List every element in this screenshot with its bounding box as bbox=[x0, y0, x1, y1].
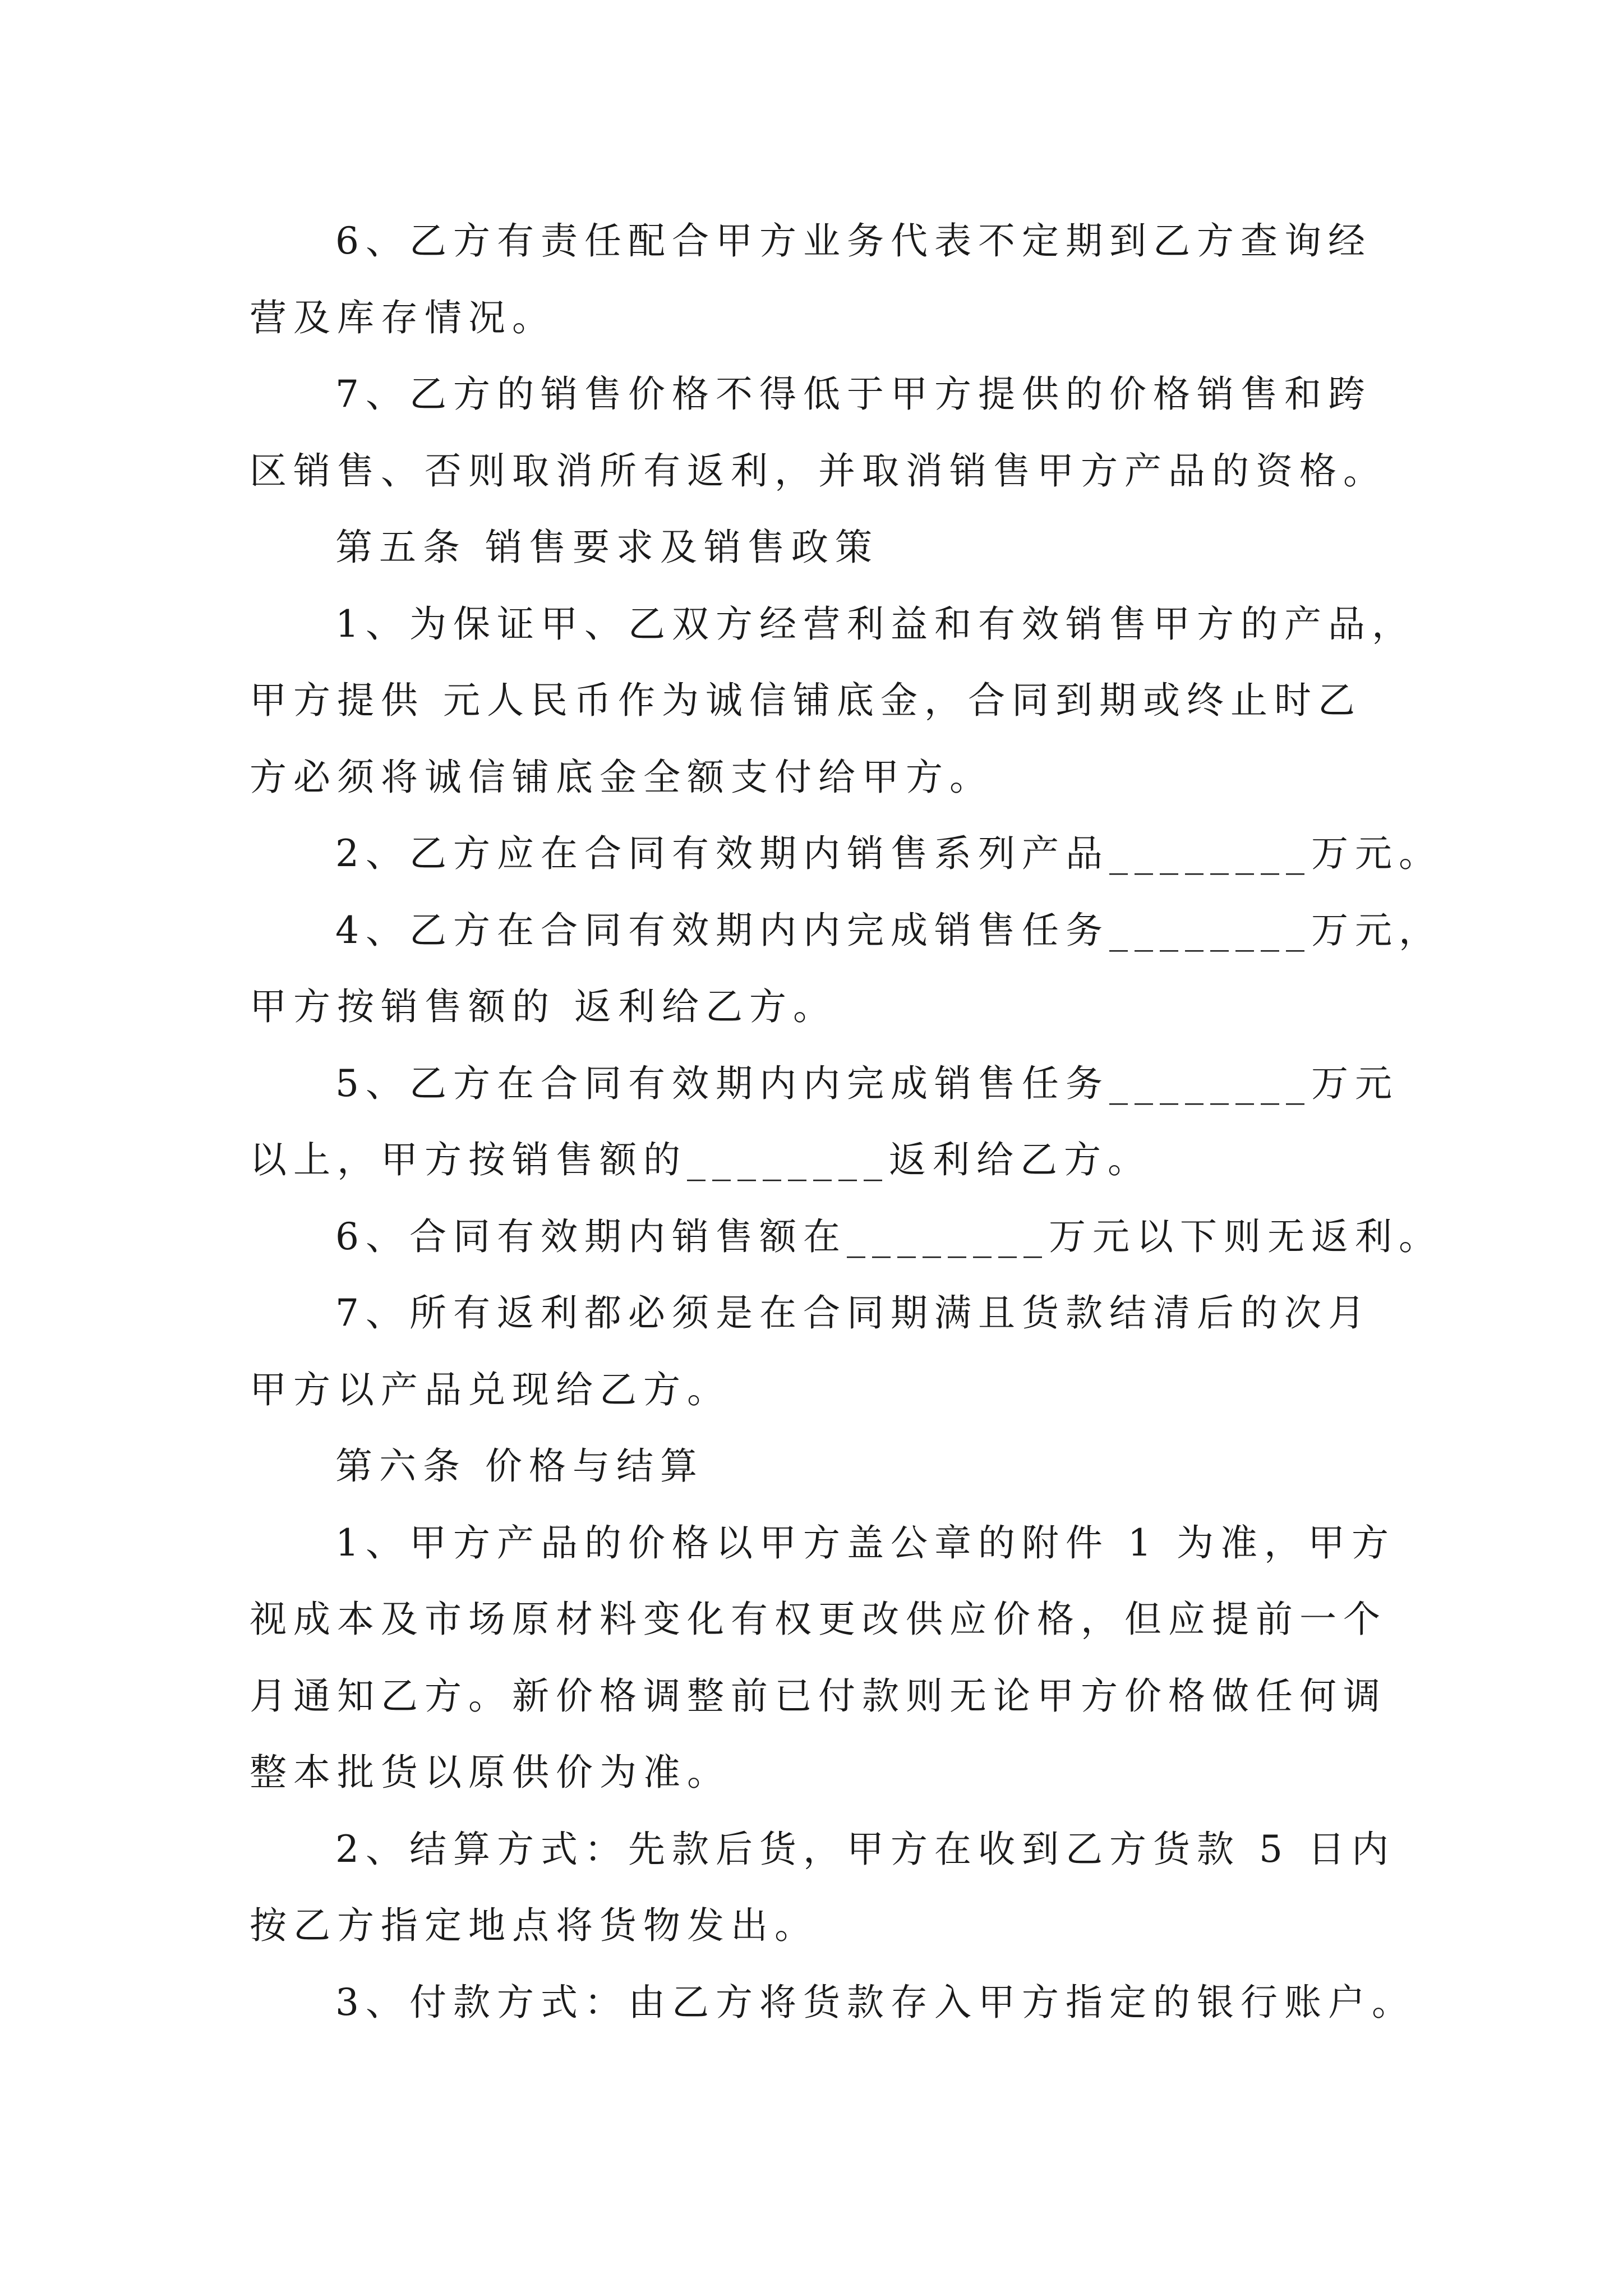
clause-5-item-2: 2、乙方应在合同有效期内销售系列产品________万元。 bbox=[335, 832, 1442, 875]
clause-5-item-7-line-1: 7、所有返利都必须是在合同期满且货款结清后的次月 bbox=[335, 1291, 1372, 1335]
clause-6-item-2-line-2: 按乙方指定地点将货物发出。 bbox=[250, 1904, 818, 1947]
clause-6-item-1-line-4: 整本批货以原供价为准。 bbox=[250, 1751, 731, 1794]
clause-6-item-2-line-1: 2、结算方式：先款后货，甲方在收到乙方货款 5 日内 bbox=[335, 1828, 1395, 1871]
clause-5-item-5-line-2: 以上，甲方按销售额的________返利给乙方。 bbox=[250, 1138, 1151, 1181]
clause-6-heading: 第六条 价格与结算 bbox=[335, 1444, 704, 1488]
clause-4-item-6-line-2: 营及库存情况。 bbox=[250, 296, 556, 339]
clause-4-item-6-line-1: 6、乙方有责任配合甲方业务代表不定期到乙方查询经 bbox=[335, 219, 1372, 263]
clause-5-item-1-line-1: 1、为保证甲、乙双方经营利益和有效销售甲方的产品， bbox=[335, 602, 1415, 646]
clause-6-item-1-line-2: 视成本及市场原材料变化有权更改供应价格，但应提前一个 bbox=[250, 1598, 1387, 1641]
clause-4-item-7-line-1: 7、乙方的销售价格不得低于甲方提供的价格销售和跨 bbox=[335, 372, 1372, 416]
clause-5-item-7-line-2: 甲方以产品兑现给乙方。 bbox=[250, 1368, 731, 1411]
clause-6-item-1-line-3: 月通知乙方。新价格调整前已付款则无论甲方价格做任何调 bbox=[250, 1674, 1387, 1718]
clause-5-heading: 第五条 销售要求及销售政策 bbox=[335, 526, 879, 569]
clause-5-item-4-line-2: 甲方按销售额的 返利给乙方。 bbox=[250, 985, 837, 1028]
clause-5-item-1-line-2: 甲方提供 元人民币作为诚信铺底金，合同到期或终止时乙 bbox=[250, 679, 1362, 722]
clause-6-item-3: 3、付款方式：由乙方将货款存入甲方指定的银行账户。 bbox=[335, 1981, 1415, 2024]
clause-6-item-1-line-1: 1、甲方产品的价格以甲方盖公章的附件 1 为准，甲方 bbox=[335, 1521, 1395, 1565]
clause-5-item-4-line-1: 4、乙方在合同有效期内内完成销售任务________万元， bbox=[335, 909, 1442, 952]
clause-5-item-1-line-3: 方必须将诚信铺底金全额支付给甲方。 bbox=[250, 756, 993, 799]
clause-5-item-5-line-1: 5、乙方在合同有效期内内完成销售任务________万元 bbox=[335, 1062, 1399, 1105]
clause-4-item-7-line-2: 区销售、否则取消所有返利，并取消销售甲方产品的资格。 bbox=[250, 449, 1387, 493]
clause-5-item-6: 6、合同有效期内销售额在________万元以下则无返利。 bbox=[335, 1215, 1442, 1258]
